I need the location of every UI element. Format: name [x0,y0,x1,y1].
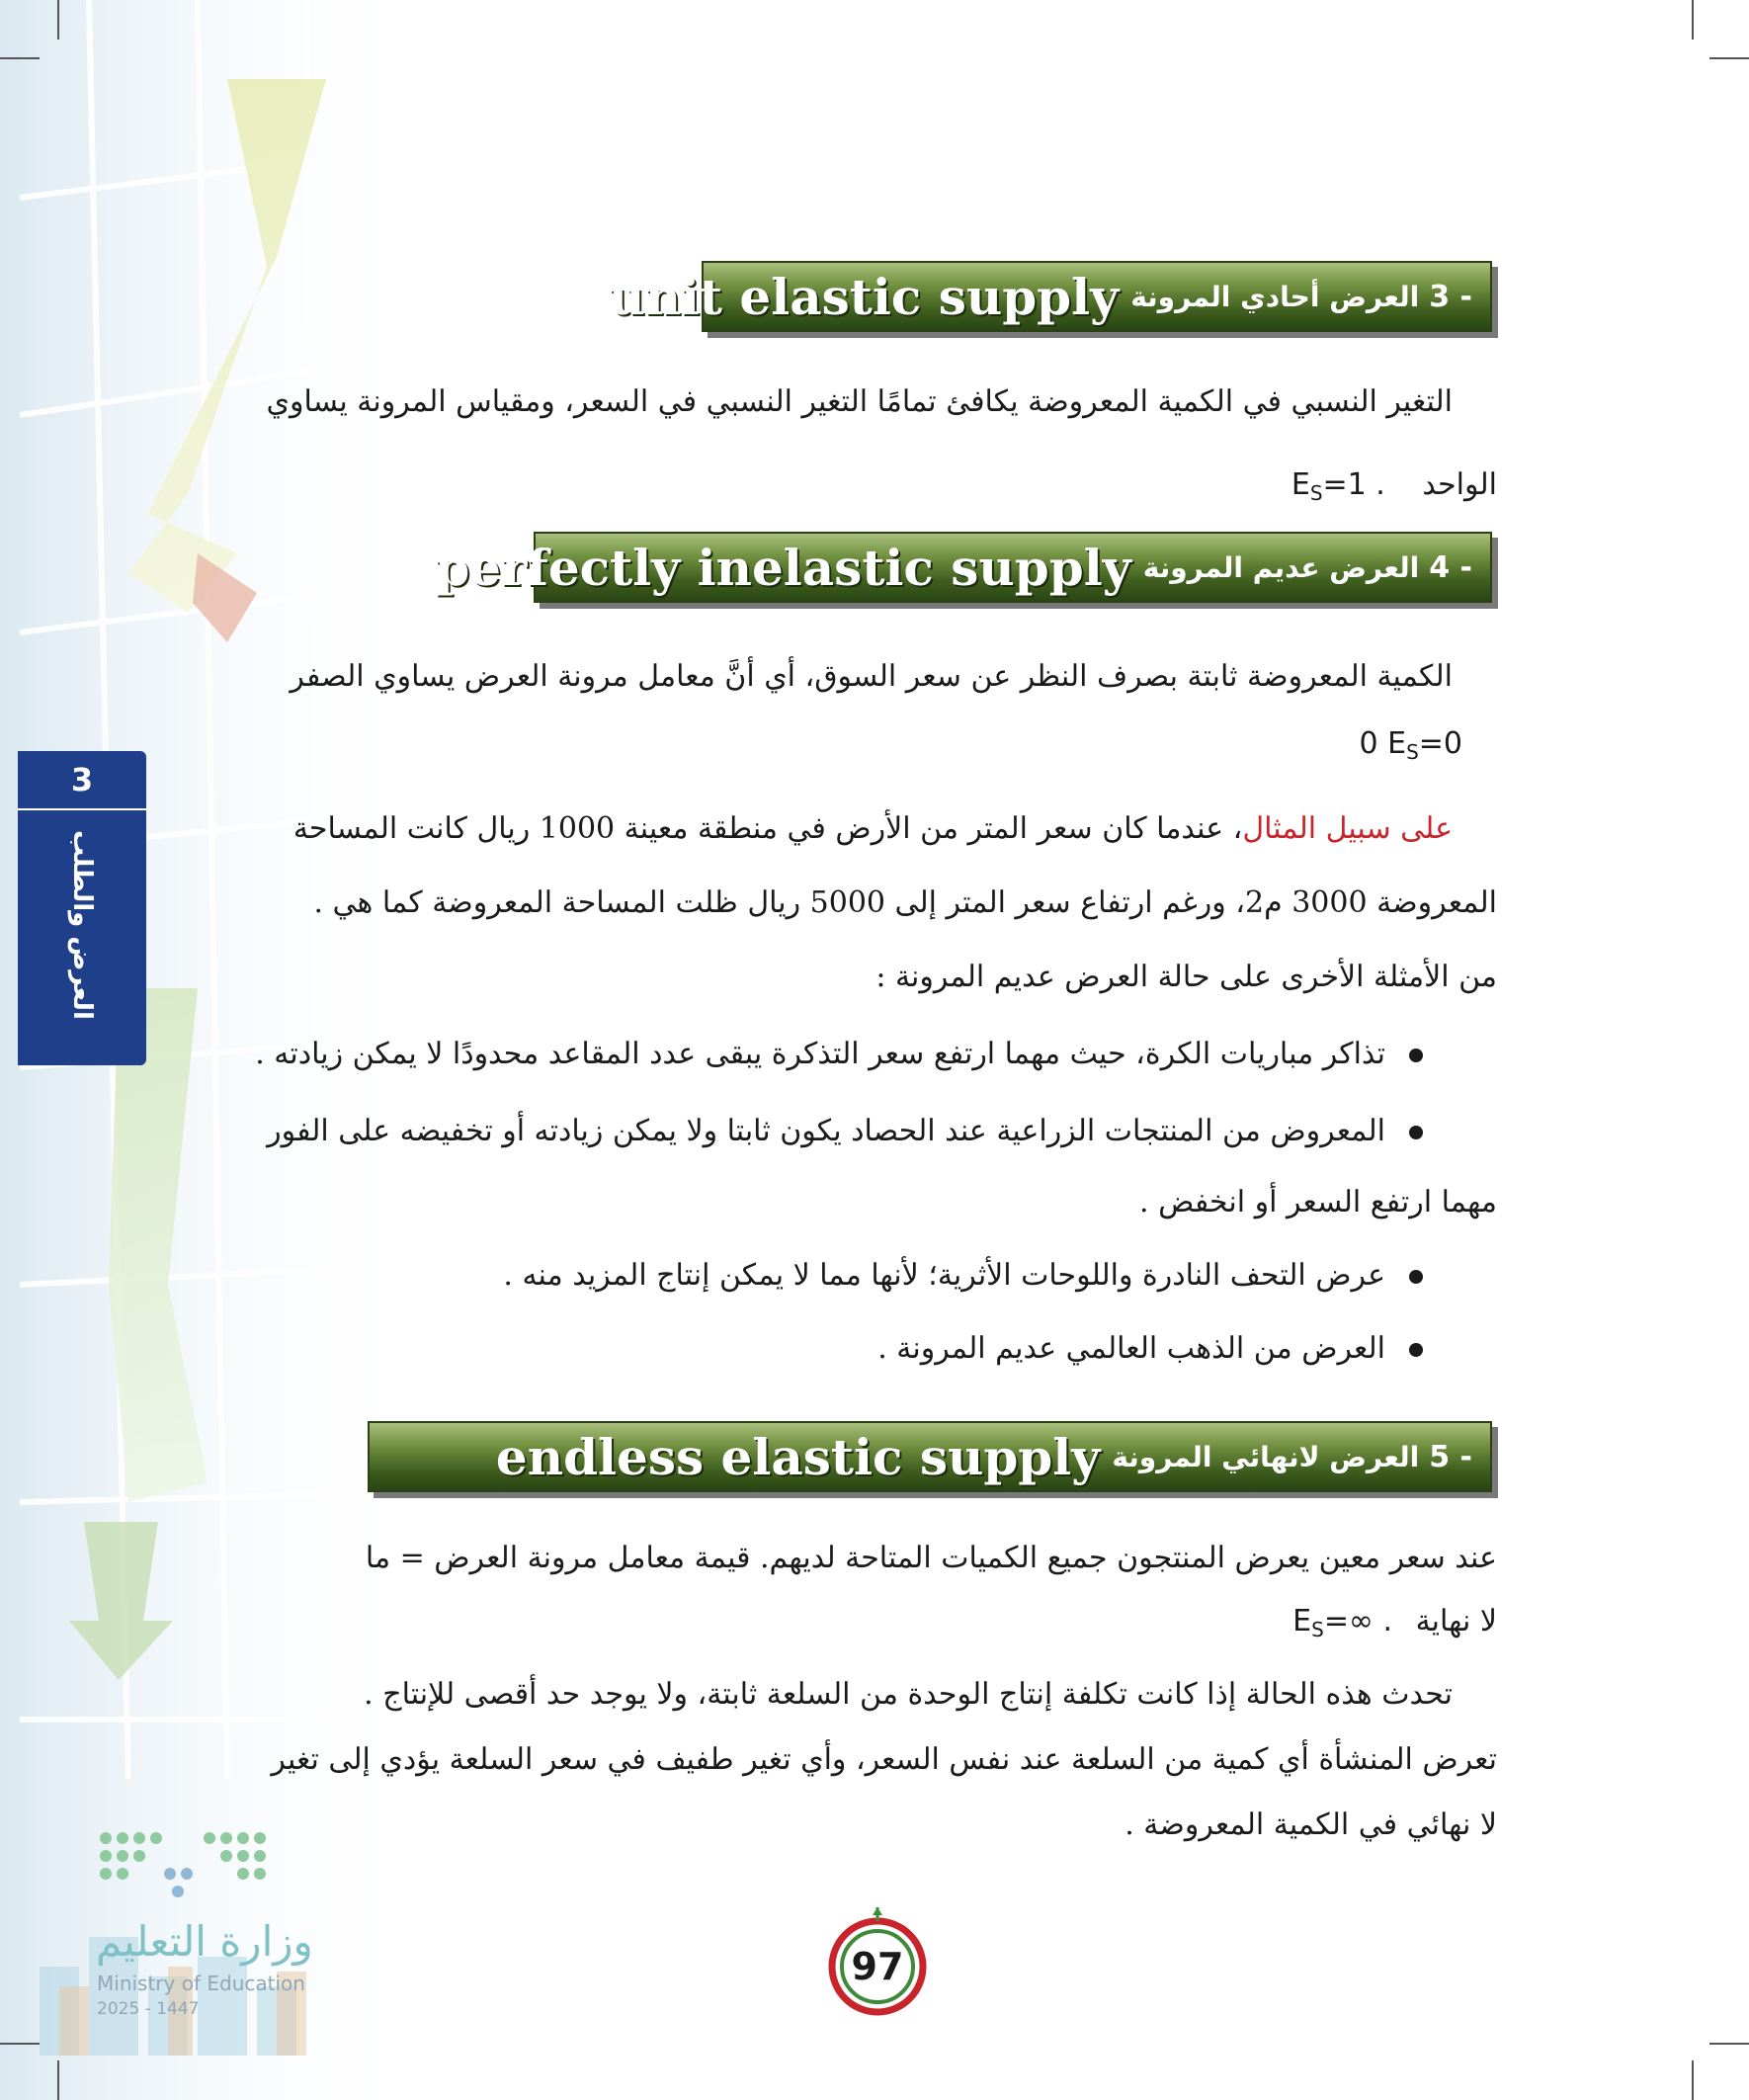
paragraph: الكمية المعروضة ثابتة بصرف النظر عن سعر السوق، أي أنَّ معامل مرونة العرض يساوي الصفر [290,659,1453,694]
section-number: 3 - [1429,279,1472,314]
paragraph: تحدث هذه الحالة إذا كانت تكلفة إنتاج الوحدة من السلعة ثابتة، ولا يوجد حد أقصى للإنتاج . [364,1677,1453,1712]
bullet-item: المعروض من المنتجات الزراعية عند الحصاد يكون ثابتا ولا يمكن زيادته أو تخفيضه على الفور [267,1093,1423,1170]
paragraph: الواحد $E_S=1$ . [988,447,1497,532]
paragraph: التغير النسبي في الكمية المعروضة يكافئ تمامًا التغير النسبي في السعر، ومقياس المرونة يساوي [266,384,1453,419]
formula: $E_S=\infty$ . [1292,1604,1393,1641]
bullet-dot [1409,1126,1423,1139]
bullet-item: العرض من الذهب العالمي عديم المرونة . [877,1310,1423,1387]
example-paragraph: على سبيل المثال، عندما كان سعر المتر من الأرض في منطقة معينة 1000 ريال كانت المساحة [292,811,1453,846]
chapter-title: العرض والطلب [67,830,97,1020]
section-title-en: perfectly inelastic supply [435,538,1131,597]
paragraph: من الأمثلة الأخرى على حالة العرض عديم المرونة : [875,960,1497,994]
formula: 0 $E_S=0$ [1359,726,1462,764]
bullet-dot [1409,1049,1423,1062]
section-number: 4 - [1429,549,1472,585]
section-3-heading [609,261,1492,332]
ministry-name-ar: وزارة التعليم [96,1917,313,1966]
example-highlight: على سبيل المثال [1242,811,1453,846]
chapter-number: 3 [18,751,146,810]
chapter-side-tab [18,751,146,1065]
page-number: 97 [851,1945,904,1988]
paragraph: المعروضة 3000 م2، ورغم ارتفاع سعر المتر إلى 5000 ريال ظلت المساحة المعروضة كما هي . [313,885,1497,920]
bullet-dot [1409,1270,1423,1284]
bullet-item: تذاكر مباريات الكرة، حيث مهما ارتفع سعر التذكرة يبقى عدد المقاعد محدودًا لا يمكن زيادته . [255,1016,1423,1093]
page-number-badge [818,1907,937,2026]
paragraph: مهما ارتفع السعر أو انخفض . [1139,1185,1497,1219]
paragraph: لا نهاية $E_S=\infty$ . [1087,1583,1497,1668]
section-4-heading [435,532,1492,603]
bullet-item: عرض التحف النادرة واللوحات الأثرية؛ لأنها مما لا يمكن إنتاج المزيد منه . [503,1237,1423,1314]
section-number: 5 - [1429,1439,1472,1474]
ministry-year: 2025 - 1447 [97,1999,200,2019]
formula: $E_S=1$ . [1291,467,1385,505]
formula-line [1186,706,1462,791]
ministry-name-en: Ministry of Education [97,1972,305,1995]
paragraph: لا نهائي في الكمية المعروضة . [1124,1807,1497,1842]
bullet-dot [1409,1343,1423,1357]
ministry-logo-icon [22,1818,318,1917]
section-title-ar: العرض عديم المرونة [1142,550,1420,584]
section-title-en: endless elastic supply [495,1427,1101,1486]
ministry-logo [22,1818,318,2046]
section-title-ar: العرض أحادي المرونة [1130,280,1420,313]
section-5-heading [368,1421,1492,1492]
paragraph: عند سعر معين يعرض المنتجون جميع الكميات المتاحة لديهم. قيمة معامل مرونة العرض = ما [365,1541,1497,1575]
section-title-ar: العرض لانهائي المرونة [1112,1440,1420,1473]
section-title-en: unit elastic supply [609,267,1120,326]
paragraph: تعرض المنشأة أي كمية من السلعة عند نفس السعر، وأي تغير طفيف في سعر السلعة يؤدي إلى تغير [271,1742,1497,1777]
